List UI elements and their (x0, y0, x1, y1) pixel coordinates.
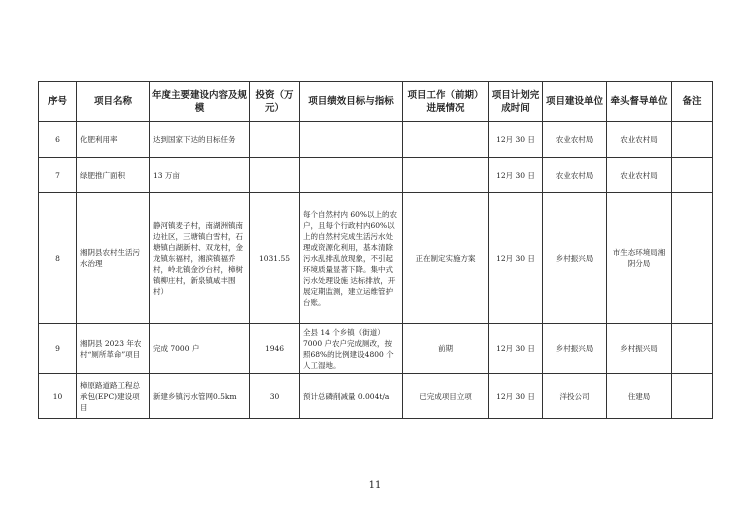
cell-content: 静河镇麦子村，南湖洲镇南边社区，三塘镇白雪村，石塘镇白湖新村、双龙村，金龙镇东福村，湘滨镇福乔村，岭北镇金沙台村，樟树镇柳庄村，新泉镇咸丰围村） (150, 193, 250, 324)
cell-seq: 6 (39, 122, 77, 158)
cell-name: 湘阴县农村生活污水治理 (77, 193, 150, 324)
cell-invest: 30 (250, 374, 300, 419)
cell-progress: 已完成项目立项 (403, 374, 489, 419)
cell-invest (250, 158, 300, 193)
cell-seq: 8 (39, 193, 77, 324)
cell-goal: 全县 14 个乡镇（街道）7000 户农户完成厕改，按照68%的比例建设4800 个人工湿地。 (300, 324, 403, 374)
table-row (39, 193, 713, 324)
cell-content: 13 万亩 (150, 158, 250, 193)
header-unit: 项目建设单位 (543, 82, 607, 122)
cell-progress (403, 122, 489, 158)
cell-plan-time: 12月 30 日 (489, 122, 543, 158)
header-name: 项目名称 (77, 82, 150, 122)
cell-supervisor: 乡村振兴局 (607, 324, 672, 374)
cell-note (672, 158, 713, 193)
cell-note (672, 193, 713, 324)
header-supervisor: 牵头督导单位 (607, 82, 672, 122)
cell-note (672, 122, 713, 158)
cell-supervisor: 市生态环境局湘阴分局 (607, 193, 672, 324)
cell-unit: 农业农村局 (543, 158, 607, 193)
cell-content: 新建乡镇污水管网0.5km (150, 374, 250, 419)
cell-goal (300, 158, 403, 193)
cell-invest: 1031.55 (250, 193, 300, 324)
table-row (39, 158, 713, 193)
cell-content: 达到国家下达的目标任务 (150, 122, 250, 158)
header-note: 备注 (672, 82, 713, 122)
table-header-row (39, 82, 713, 122)
cell-goal: 每个自然村内 60%以上的农户，且每个行政村内60%以上的自然村完成生活污水处理或资源化利用，基本清除污水乱排乱放现象，不引起环境质量显著下降。集中式污水处理设施 达标排放，开展定期监测，建立运维管护台账。 (300, 193, 403, 324)
cell-supervisor: 住建局 (607, 374, 672, 419)
cell-invest (250, 122, 300, 158)
table-row (39, 374, 713, 419)
header-progress: 项目工作（前期）进展情况 (403, 82, 489, 122)
cell-note (672, 324, 713, 374)
cell-plan-time: 12月 30 日 (489, 193, 543, 324)
page-number: 11 (368, 480, 382, 491)
cell-seq: 10 (39, 374, 77, 419)
header-goal: 项目绩效目标与指标 (300, 82, 403, 122)
cell-unit: 洋投公司 (543, 374, 607, 419)
cell-unit: 乡村振兴局 (543, 324, 607, 374)
cell-progress: 前期 (403, 324, 489, 374)
cell-supervisor: 农业农村局 (607, 122, 672, 158)
table-row (39, 324, 713, 374)
cell-goal: 预计总磷削减量 0.004t/a (300, 374, 403, 419)
cell-seq: 7 (39, 158, 77, 193)
cell-seq: 9 (39, 324, 77, 374)
header-plan-time: 项目计划完成时间 (489, 82, 543, 122)
cell-content: 完成 7000 户 (150, 324, 250, 374)
cell-name: 化肥利用率 (77, 122, 150, 158)
cell-invest: 1946 (250, 324, 300, 374)
cell-progress (403, 158, 489, 193)
cell-supervisor: 农业农村局 (607, 158, 672, 193)
cell-progress: 正在制定实施方案 (403, 193, 489, 324)
cell-name: 绿肥推广面积 (77, 158, 150, 193)
table-row (39, 122, 713, 158)
cell-plan-time: 12月 30 日 (489, 324, 543, 374)
header-invest: 投资（万元） (250, 82, 300, 122)
cell-unit: 农业农村局 (543, 122, 607, 158)
cell-unit: 乡村振兴局 (543, 193, 607, 324)
cell-plan-time: 12月 30 日 (489, 158, 543, 193)
cell-goal (300, 122, 403, 158)
header-content: 年度主要建设内容及规模 (150, 82, 250, 122)
cell-note (672, 374, 713, 419)
cell-name: 樟原路道路工程总承包(EPC)建设项目 (77, 374, 150, 419)
header-seq: 序号 (39, 82, 77, 122)
project-table (38, 81, 713, 419)
cell-plan-time: 12月 30 日 (489, 374, 543, 419)
cell-name: 湘阴县 2023 年农村“厕所革命”项目 (77, 324, 150, 374)
